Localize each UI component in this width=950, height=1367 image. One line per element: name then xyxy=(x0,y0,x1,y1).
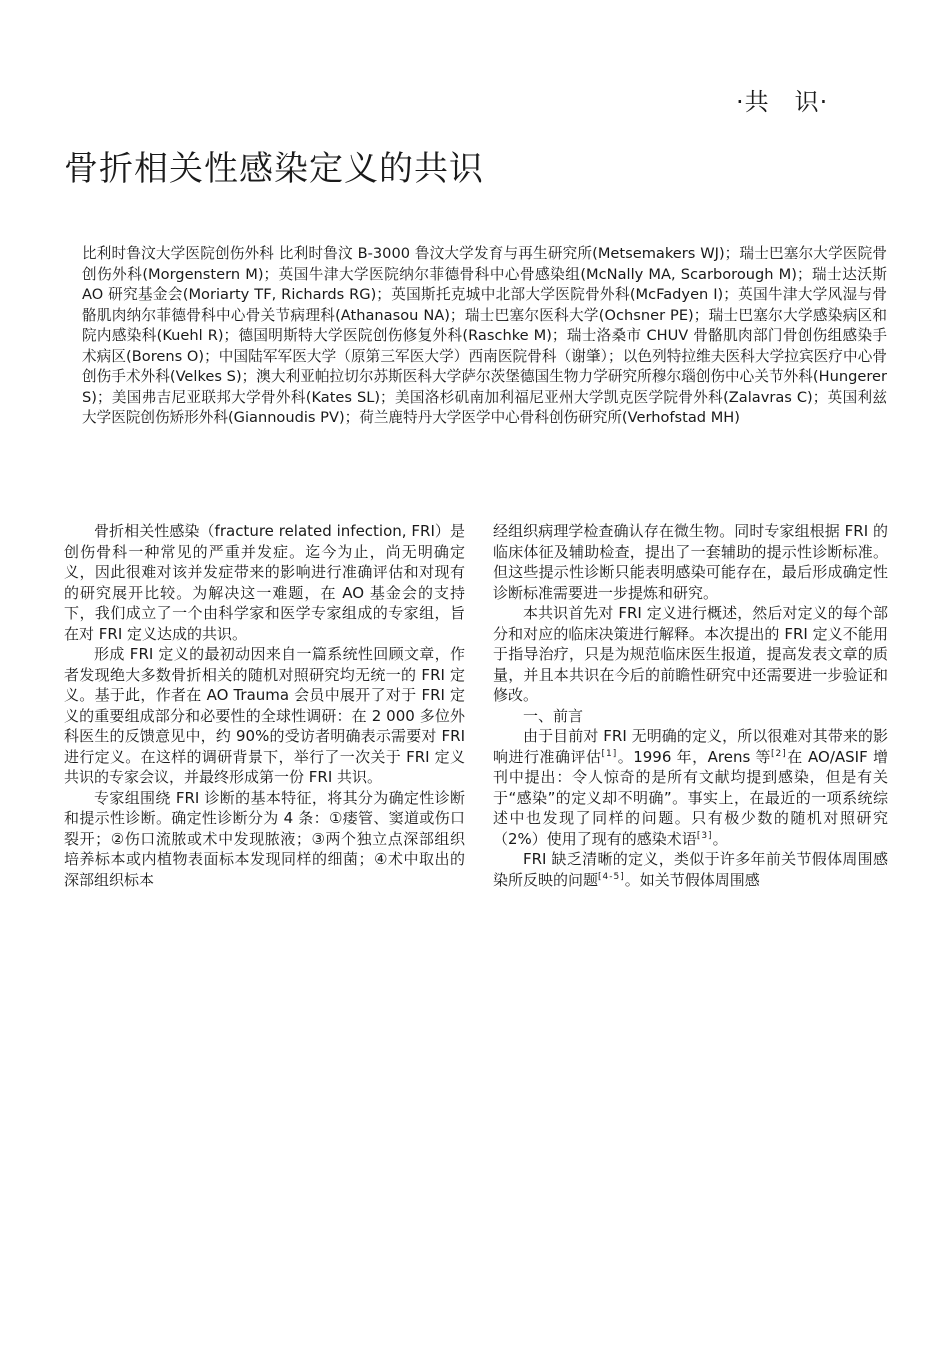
text-run: 。1996 年，Arens 等 xyxy=(617,747,772,766)
paragraph-intro: 骨折相关性感染（fracture related infection, FRI）是创伤骨科一种常见的严重并发症。迄今为止，尚无明确定义，因此很难对该并发症带来的影响进行准确评估和对现有的研究展开比较。为解决这一难题，在 AO 基金会的支持下，我们成立了一个由科学家和医学专家组成的专家组，旨在对 FRI 定义达成的共识。 xyxy=(64,522,465,643)
article-title: 骨折相关性感染定义的共识 xyxy=(64,148,484,189)
paragraph-definition-gap xyxy=(493,849,888,890)
citation-ref[interactable]: [4-5] xyxy=(598,871,625,882)
paragraph-origin: 形成 FRI 定义的最初动因来自一篇系统性回顾文章，作者发现绝大多数骨折相关的随机对照研究均无统一的 FRI 定义。基于此，作者在 AO Trauma 会员中展开了对于 FRI 定义的重要组成部分和必要性的全球性调研：在 2 000 多位外科医生的反馈意见中，约 90%的受访者明确表示需要对 FRI 进行定义。在这样的调研背景下，举行了一次关于 FRI 定义共识的专家会议，并最终形成第一份 FRI 共识。 xyxy=(64,645,465,786)
text-run: 。如关节假体周围感 xyxy=(624,870,760,889)
paragraph-preface xyxy=(493,726,888,849)
text-run: FRI 缺乏清晰的定义，类似于许多年前关节假体周围感染所反映的问题 xyxy=(493,850,888,889)
paragraph-diagnosis-continued: 经组织病理学检查确认存在微生物。同时专家组根据 FRI 的临床体征及辅助检查，提出了一套辅助的提示性诊断标准。但这些提示性诊断只能表明感染可能存在，最后形成确定性诊断标准需要进一步提炼和研究。 xyxy=(493,522,888,602)
text-run: 由于目前对 FRI 无明确的定义，所以很难对其带来的影响进行准确评估 xyxy=(493,727,888,766)
paragraph-diagnosis: 专家组围绕 FRI 诊断的基本特征，将其分为确定性诊断和提示性诊断。确定性诊断分为 4 条：①瘘管、窦道或伤口裂开；②伤口流脓或术中发现脓液；③两个独立点深部组织培养标本或内植物表面标本发现同样的细菌；④术中取出的深部组织标本 xyxy=(64,788,465,889)
author-affiliations: 比利时鲁汶大学医院创伤外科 比利时鲁汶 B-3000 鲁汶大学发育与再生研究所(Metsemakers WJ)；瑞士巴塞尔大学医院骨创伤外科(Morgenstern M)；英国牛津大学医院纳尔菲德骨科中心骨感染组(McNally MA, Scarborough M)；瑞士达沃斯 AO 研究基金会(Moriarty TF, Richards RG)；英国斯托克城中北部大学医院骨外科(McFadyen I)；英国牛津大学风湿与骨骼肌肉纳尔菲德骨科中心骨关节病理科(Athanasou NA)；瑞士巴塞尔医科大学(Ochsner PE)；瑞士巴塞尔大学感染病区和院内感染科(Kuehl R)；德国明斯特大学医院创伤修复外科(Raschke M)；瑞士洛桑市 CHUV 骨骼肌肉部门骨创伤组感染手术病区(Borens O)；中国陆军军医大学（原第三军医大学）西南医院骨科（谢肇）；以色列特拉维夫医科大学拉宾医疗中心骨创伤手术外科(Velkes S)；澳大利亚帕拉切尔苏斯医科大学萨尔茨堡德国生物力学研究所穆尔瑙创伤中心关节外科(Hungerer S)；美国弗吉尼亚联邦大学骨外科(Kates SL)；美国洛杉矶南加利福尼亚州大学凯克医学院骨外科(Zalavras C)；英国利兹大学医院创伤矫形外科(Giannoudis PV)；荷兰鹿特丹大学医学中心骨科创伤研究所(Verhofstad MH) xyxy=(82,245,887,426)
citation-ref[interactable]: [2] xyxy=(771,748,787,759)
right-column xyxy=(493,521,888,890)
citation-ref[interactable]: [3] xyxy=(696,830,713,841)
paragraph-overview: 本共识首先对 FRI 定义进行概述，然后对定义的每个部分和对应的临床决策进行解释。本次提出的 FRI 定义不能用于指导治疗，只是为规范临床医生报道，提高发表文章的质量，并且本共识在今后的前瞻性研究中还需要进一步验证和修改。 xyxy=(493,604,888,704)
text-run: 在 AO/ASIF 增刊中提出：令人惊奇的是所有文献均提到感染，但是有关于“感染”的定义却不明确”。事实上，在最近的一项系统综述中也发现了同样的问题。只有极少数的随机对照研究（2%）使用了现有的感染术语 xyxy=(493,747,889,848)
left-column xyxy=(64,521,465,890)
section-tag: ·共 识· xyxy=(736,88,829,116)
section-heading-preface: 一、前言 xyxy=(523,706,584,725)
text-run: 。 xyxy=(712,829,728,848)
citation-ref[interactable]: [1] xyxy=(601,748,618,759)
